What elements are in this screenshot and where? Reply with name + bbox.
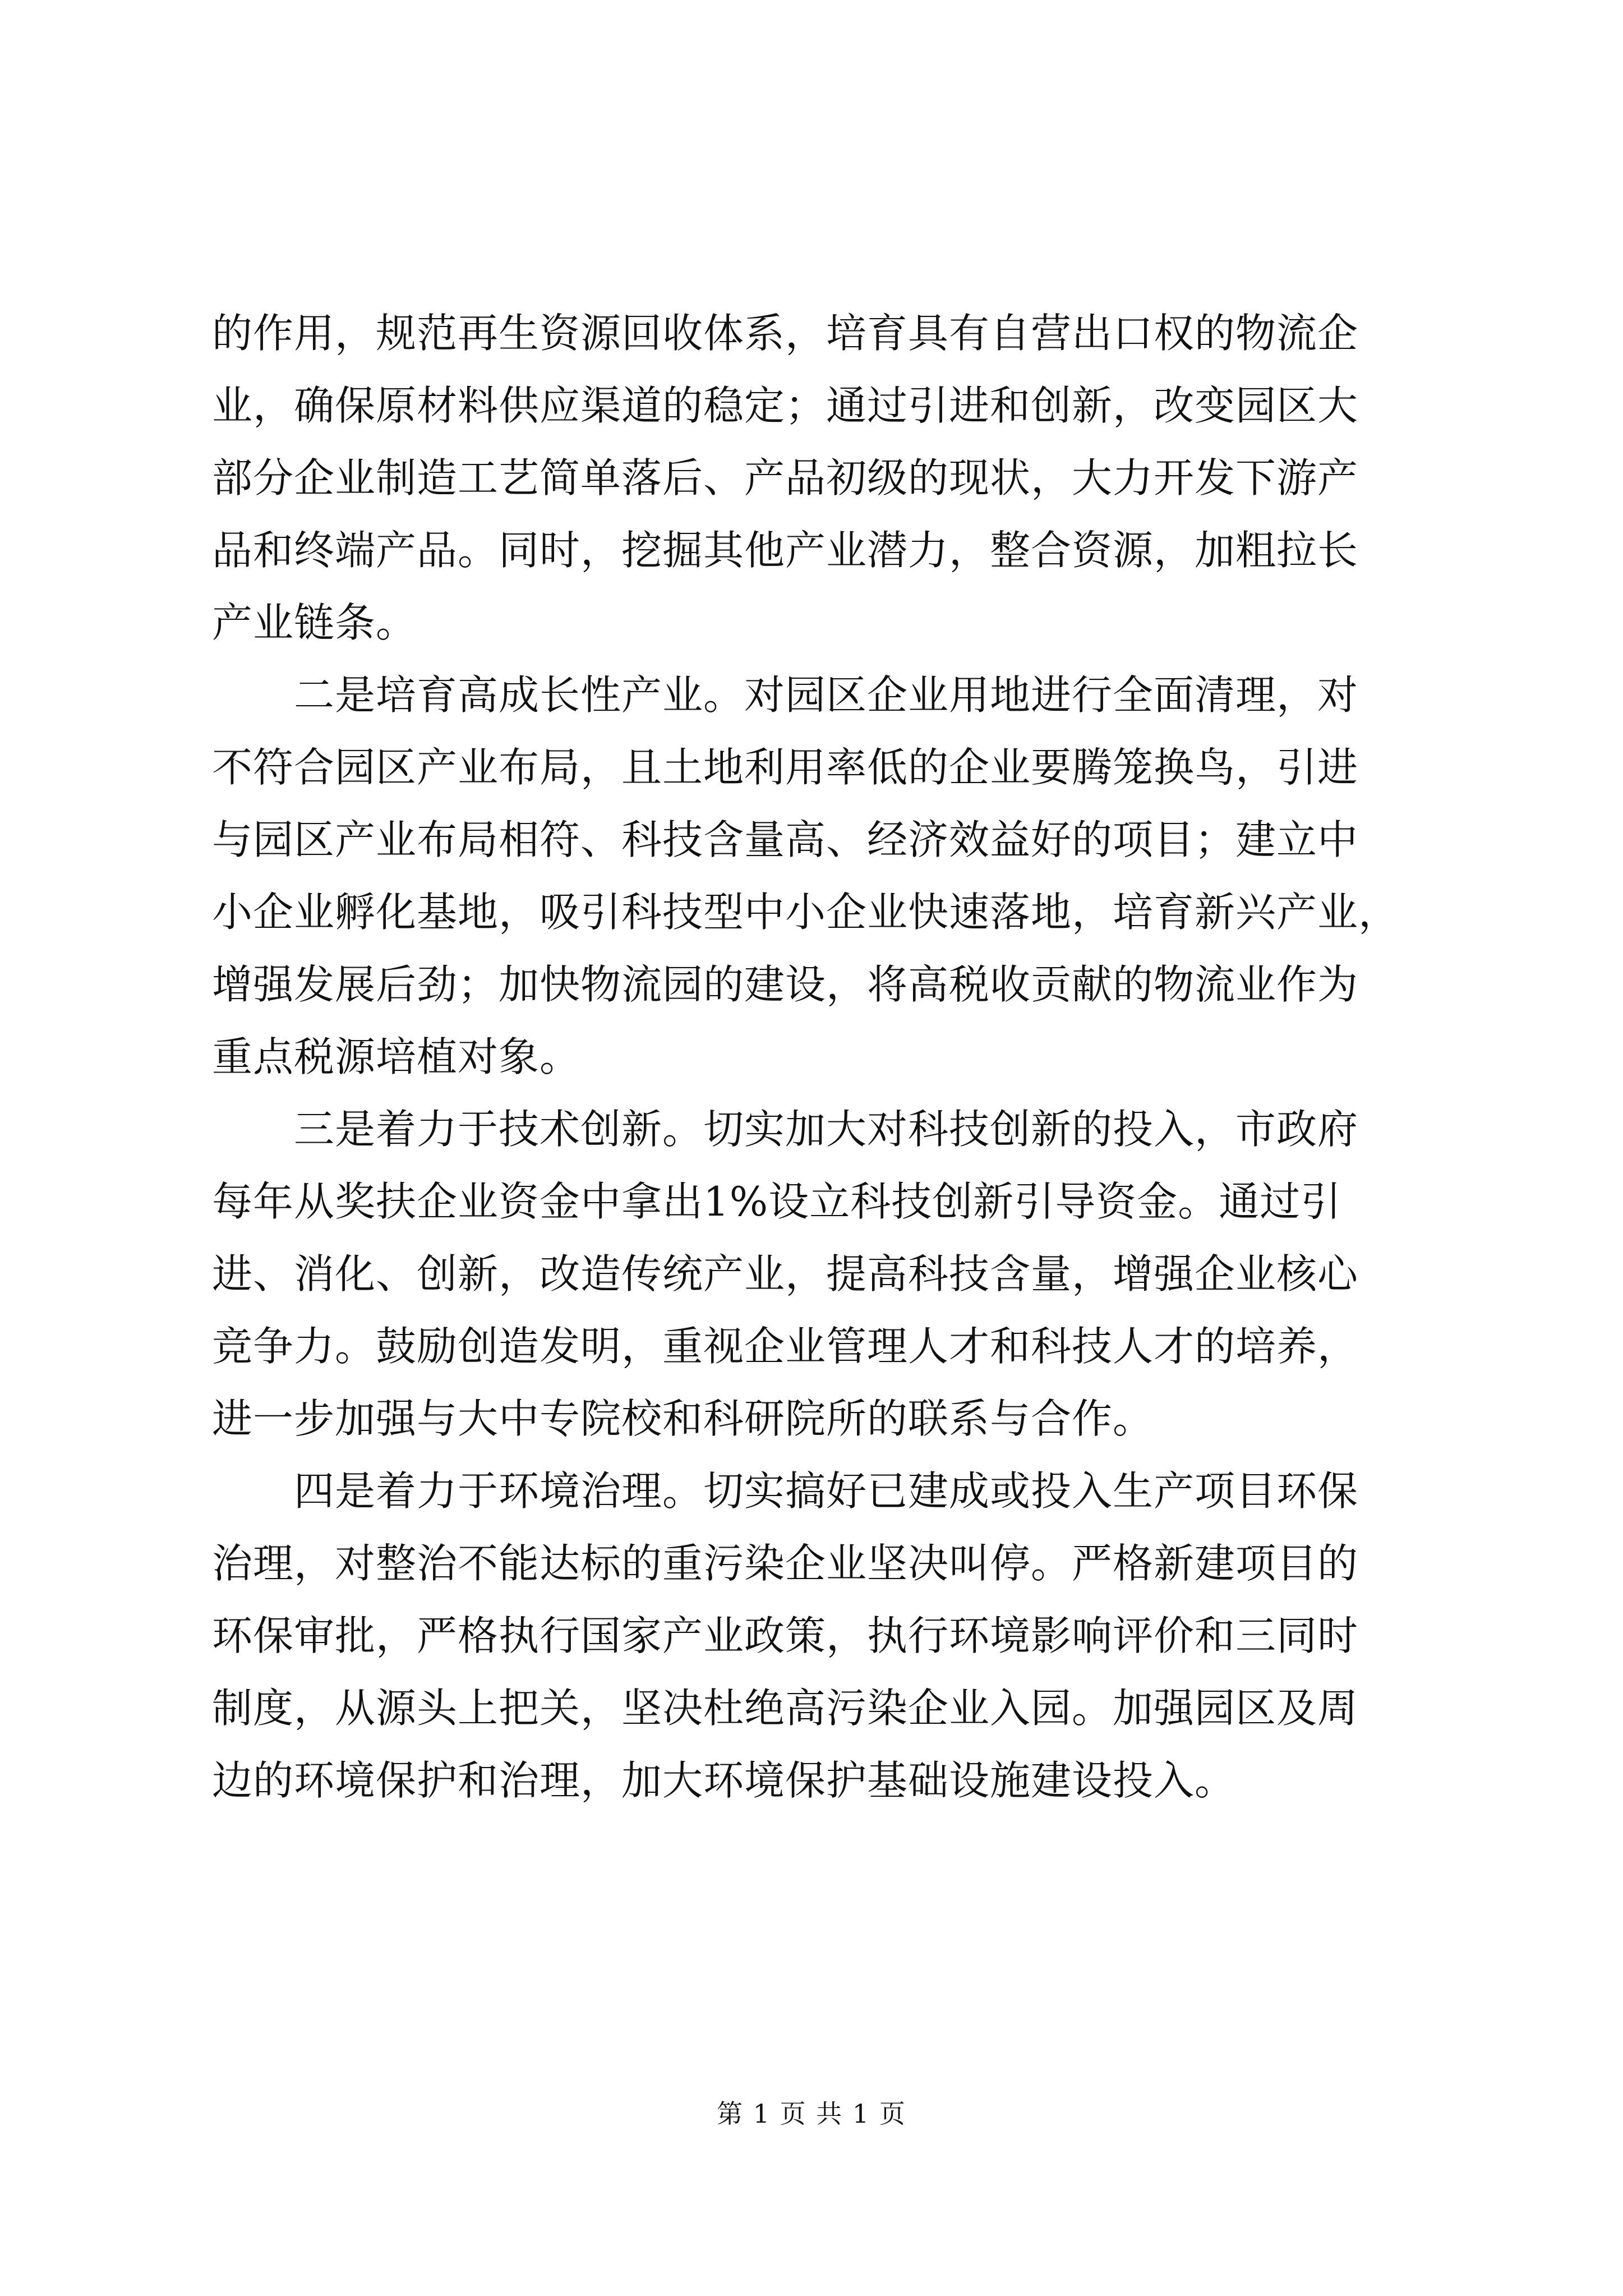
text-line: 边的环境保护和治理，加大环境保护基础设施建设投入。	[212, 1757, 1236, 1804]
document-body	[212, 297, 1418, 1817]
paragraph-2	[212, 659, 1418, 1093]
text-line: 业，确保原材料供应渠道的稳定；通过引进和创新，改变园区大	[212, 382, 1359, 429]
text-line: 产业链条。	[212, 599, 417, 646]
text-line: 不符合园区产业布局，且土地利用率低的企业要腾笼换鸟，引进	[212, 744, 1359, 791]
text-line: 进一步加强与大中专院校和科研院所的联系与合作。	[212, 1395, 1154, 1442]
paragraph-4	[212, 1455, 1418, 1817]
text-line: 每年从奖扶企业资金中拿出1%设立科技创新引导资金。通过引	[212, 1178, 1342, 1225]
text-line: 的作用，规范再生资源回收体系，培育具有自营出口权的物流企	[212, 310, 1359, 357]
text-line: 小企业孵化基地，吸引科技型中小企业快速落地，培育新兴产业，	[212, 889, 1400, 936]
text-line: 进、消化、创新，改造传统产业，提高科技含量，增强企业核心	[212, 1250, 1359, 1297]
text-line: 与园区产业布局相符、科技含量高、经济效益好的项目；建立中	[212, 816, 1359, 863]
page-footer: 第 1 页 共 1 页	[717, 2099, 906, 2129]
text-line: 环保审批，严格执行国家产业政策，执行环境影响评价和三同时	[212, 1612, 1359, 1659]
text-line: 部分企业制造工艺简单落后、产品初级的现状，大力开发下游产	[212, 454, 1359, 501]
text-line: 三是着力于技术创新。切实加大对科技创新的投入，市政府	[212, 1106, 1359, 1153]
paragraph-3	[212, 1093, 1418, 1455]
text-line: 重点税源培植对象。	[212, 1033, 581, 1080]
text-line: 制度，从源头上把关，坚决杜绝高污染企业入园。加强园区及周	[212, 1685, 1359, 1732]
text-line: 四是着力于环境治理。切实搞好已建成或投入生产项目环保	[212, 1467, 1359, 1515]
text-line: 二是培育高成长性产业。对园区企业用地进行全面清理，对	[212, 671, 1359, 719]
text-line: 治理，对整治不能达标的重污染企业坚决叫停。严格新建项目的	[212, 1540, 1359, 1587]
text-line: 增强发展后劲；加快物流园的建设，将高税收贡献的物流业作为	[212, 961, 1359, 1008]
text-line: 品和终端产品。同时，挖掘其他产业潜力，整合资源，加粗拉长	[212, 527, 1359, 574]
text-line: 竞争力。鼓励创造发明，重视企业管理人才和科技人才的培养，	[212, 1323, 1359, 1370]
paragraph-1	[212, 297, 1418, 659]
